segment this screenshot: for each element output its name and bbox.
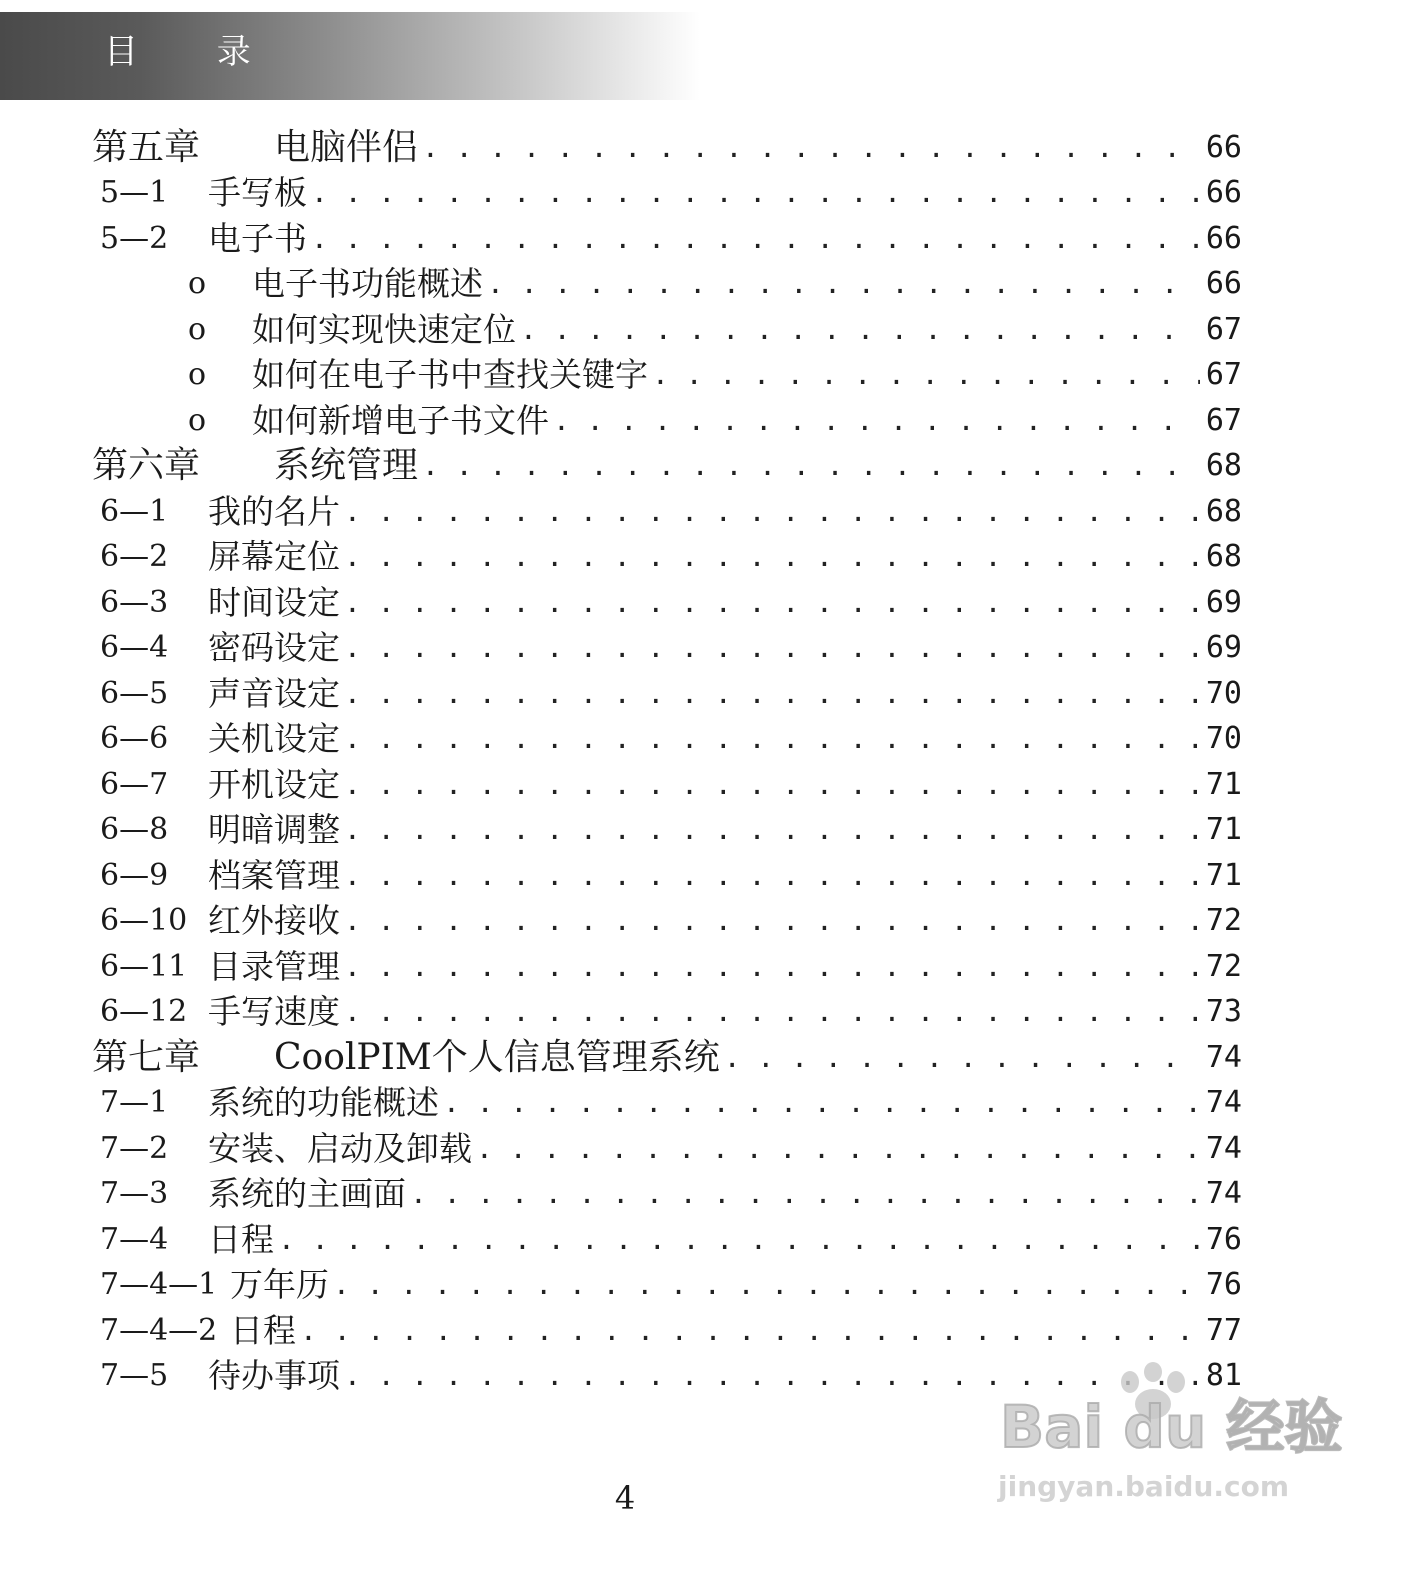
toc-entry-title: 我的名片 (208, 491, 340, 531)
toc-entry-title: 如何在电子书中查找关键字 (252, 355, 648, 394)
toc-entry-page: 76 (1205, 1221, 1242, 1257)
toc-entry-page: 68 (1205, 493, 1242, 529)
toc-entry (92, 1080, 1242, 1126)
toc-entry-number: 6—7 (100, 766, 169, 802)
toc-entry-number: 7—4—2 (100, 1312, 218, 1348)
toc-entry-number: 6—12 (100, 994, 188, 1029)
toc-entry-title: CoolPIM个人信息管理系统 (274, 1036, 720, 1078)
toc-entry (92, 807, 1242, 853)
toc-entry-page: 66 (1205, 175, 1242, 210)
toc-entry-page: 67 (1205, 311, 1242, 347)
toc-entry (92, 943, 1242, 989)
toc-entry-title: 系统的主画面 (208, 1174, 406, 1213)
toc-entry-page: 70 (1205, 675, 1242, 711)
toc-entry-page: 77 (1205, 1312, 1242, 1348)
dot-leader (340, 535, 1200, 579)
dot-leader (340, 945, 1200, 989)
toc-entry-page: 76 (1205, 1267, 1242, 1302)
dot-leader (307, 171, 1200, 215)
toc-entry-title: 如何实现快速定位 (252, 309, 516, 349)
toc-entry (92, 670, 1242, 716)
dot-leader (483, 262, 1200, 306)
toc-entry-title: 电脑伴侣 (274, 126, 419, 168)
toc-entry-page: 67 (1205, 357, 1242, 392)
toc-entry-number: 6—6 (100, 721, 169, 756)
toc-entry (92, 716, 1242, 762)
dot-leader (549, 399, 1200, 443)
dot-leader (418, 444, 1200, 488)
toc-entry-page: 73 (1205, 994, 1242, 1029)
toc-entry-title: 日程 (230, 1310, 296, 1350)
toc-entry (92, 397, 1242, 443)
table-of-contents (92, 124, 1242, 1398)
toc-entry (92, 170, 1242, 216)
toc-entry (92, 1216, 1242, 1262)
toc-entry-page: 69 (1205, 630, 1242, 665)
toc-entry-title: 日程 (208, 1219, 274, 1259)
toc-entry (92, 1262, 1242, 1308)
toc-entry-page: 71 (1205, 766, 1242, 802)
dot-leader (516, 308, 1200, 352)
dot-leader (340, 808, 1200, 852)
toc-entry-title: 时间设定 (208, 582, 340, 622)
toc-entry-title: 手写速度 (208, 992, 340, 1031)
toc-entry-number: o (188, 357, 207, 392)
page-title: 目 录 (104, 32, 285, 72)
dot-leader (648, 353, 1200, 397)
toc-entry-page: 71 (1205, 812, 1242, 847)
toc-entry-page: 71 (1205, 857, 1242, 893)
toc-entry-title: 待办事项 (208, 1356, 340, 1395)
toc-entry (92, 534, 1242, 580)
toc-entry (92, 1307, 1242, 1353)
toc-entry-page: 66 (1205, 129, 1242, 165)
toc-entry-title: 密码设定 (208, 628, 340, 667)
toc-entry-title: 电子书 (208, 218, 307, 258)
toc-entry (92, 852, 1242, 898)
toc-entry-number: 6—8 (100, 812, 169, 847)
dot-leader (340, 854, 1200, 898)
toc-entry-number: 5—2 (100, 220, 169, 256)
toc-entry-number: 6—5 (100, 675, 169, 711)
toc-entry-title: 安装、启动及卸载 (208, 1128, 472, 1168)
toc-entry (92, 306, 1242, 352)
toc-entry-number: 第六章 (92, 445, 201, 486)
toc-entry-number: 6—11 (100, 948, 188, 984)
toc-entry-number: o (188, 311, 207, 347)
dot-leader (340, 672, 1200, 716)
dot-leader (472, 1127, 1200, 1171)
dot-leader (340, 626, 1200, 670)
toc-entry-title: 屏幕定位 (208, 537, 340, 576)
toc-entry-title: 明暗调整 (208, 810, 340, 849)
toc-entry (92, 579, 1242, 625)
toc-entry-number: 7—4—1 (100, 1267, 218, 1302)
toc-entry-number: 7—3 (100, 1176, 169, 1211)
toc-entry-page: 68 (1205, 448, 1242, 483)
toc-entry (92, 625, 1242, 671)
toc-entry-number: 6—3 (100, 584, 169, 620)
toc-entry-page: 68 (1205, 539, 1242, 574)
dot-leader (340, 490, 1200, 534)
dot-leader (439, 1081, 1200, 1125)
toc-entry-number: 7—5 (100, 1358, 169, 1393)
dot-leader (340, 581, 1200, 625)
toc-entry (92, 215, 1242, 261)
dot-leader (307, 217, 1200, 261)
dot-leader (340, 717, 1200, 761)
toc-entry (92, 124, 1242, 170)
toc-entry-number: 7—4 (100, 1221, 169, 1257)
dot-leader (418, 126, 1200, 170)
toc-entry (92, 898, 1242, 944)
toc-entry (92, 261, 1242, 307)
toc-entry-title: 关机设定 (208, 719, 340, 758)
toc-entry-title: 档案管理 (208, 855, 340, 895)
dot-leader (406, 1172, 1200, 1216)
toc-entry-page: 74 (1205, 1130, 1242, 1166)
dot-leader (720, 1036, 1200, 1080)
toc-entry-number: 6—1 (100, 493, 169, 529)
dot-leader (274, 1218, 1200, 1262)
toc-entry-page: 72 (1205, 903, 1242, 938)
toc-entry-number: 第七章 (92, 1036, 201, 1078)
toc-entry-number: o (188, 402, 207, 438)
toc-entry-title: 系统管理 (274, 445, 419, 486)
toc-entry-page: 81 (1205, 1358, 1242, 1393)
toc-entry (92, 761, 1242, 807)
dot-leader (296, 1309, 1200, 1353)
toc-entry-number: 7—1 (100, 1085, 169, 1120)
toc-entry-number: 7—2 (100, 1130, 169, 1166)
page-number: 4 (614, 1479, 636, 1517)
watermark-logo-text: Bai du 经验 (1000, 1393, 1343, 1461)
toc-entry-page: 74 (1205, 1039, 1242, 1075)
toc-entry (92, 1171, 1242, 1217)
toc-entry-page: 66 (1205, 220, 1242, 256)
toc-entry (92, 352, 1242, 398)
toc-entry (92, 488, 1242, 534)
toc-entry-number: 6—9 (100, 857, 169, 893)
toc-entry-title: 红外接收 (208, 901, 340, 940)
toc-entry (92, 989, 1242, 1035)
toc-entry-page: 69 (1205, 584, 1242, 620)
toc-entry-page: 70 (1205, 721, 1242, 756)
toc-entry-page: 72 (1205, 948, 1242, 984)
toc-entry-title: 声音设定 (208, 673, 340, 713)
toc-entry (92, 443, 1242, 489)
toc-entry-title: 开机设定 (208, 764, 340, 804)
toc-entry-title: 如何新增电子书文件 (252, 400, 549, 440)
dot-leader (340, 899, 1200, 943)
toc-entry-number: 6—2 (100, 539, 169, 574)
toc-entry-title: 万年历 (230, 1265, 329, 1304)
toc-entry-number: 6—10 (100, 903, 188, 938)
toc-entry-number: 第五章 (92, 126, 201, 168)
toc-entry-title: 系统的功能概述 (208, 1083, 439, 1122)
toc-entry-page: 66 (1205, 266, 1242, 301)
toc-entry-page: 74 (1205, 1176, 1242, 1211)
toc-entry-number: 5—1 (100, 175, 169, 210)
toc-entry (92, 1125, 1242, 1171)
dot-leader (340, 990, 1200, 1034)
toc-entry-number: 6—4 (100, 630, 169, 665)
toc-entry-number: o (188, 266, 207, 301)
toc-entry-title: 电子书功能概述 (252, 264, 483, 303)
toc-entry-title: 手写板 (208, 173, 307, 212)
dot-leader (340, 763, 1200, 807)
toc-entry (92, 1034, 1242, 1080)
watermark-url: jingyan.baidu.com (998, 1470, 1290, 1503)
dot-leader (329, 1263, 1200, 1307)
baidu-jingyan-watermark (990, 1362, 1350, 1522)
toc-entry-title: 目录管理 (208, 946, 340, 986)
toc-entry-page: 67 (1205, 402, 1242, 438)
toc-entry-page: 74 (1205, 1085, 1242, 1120)
